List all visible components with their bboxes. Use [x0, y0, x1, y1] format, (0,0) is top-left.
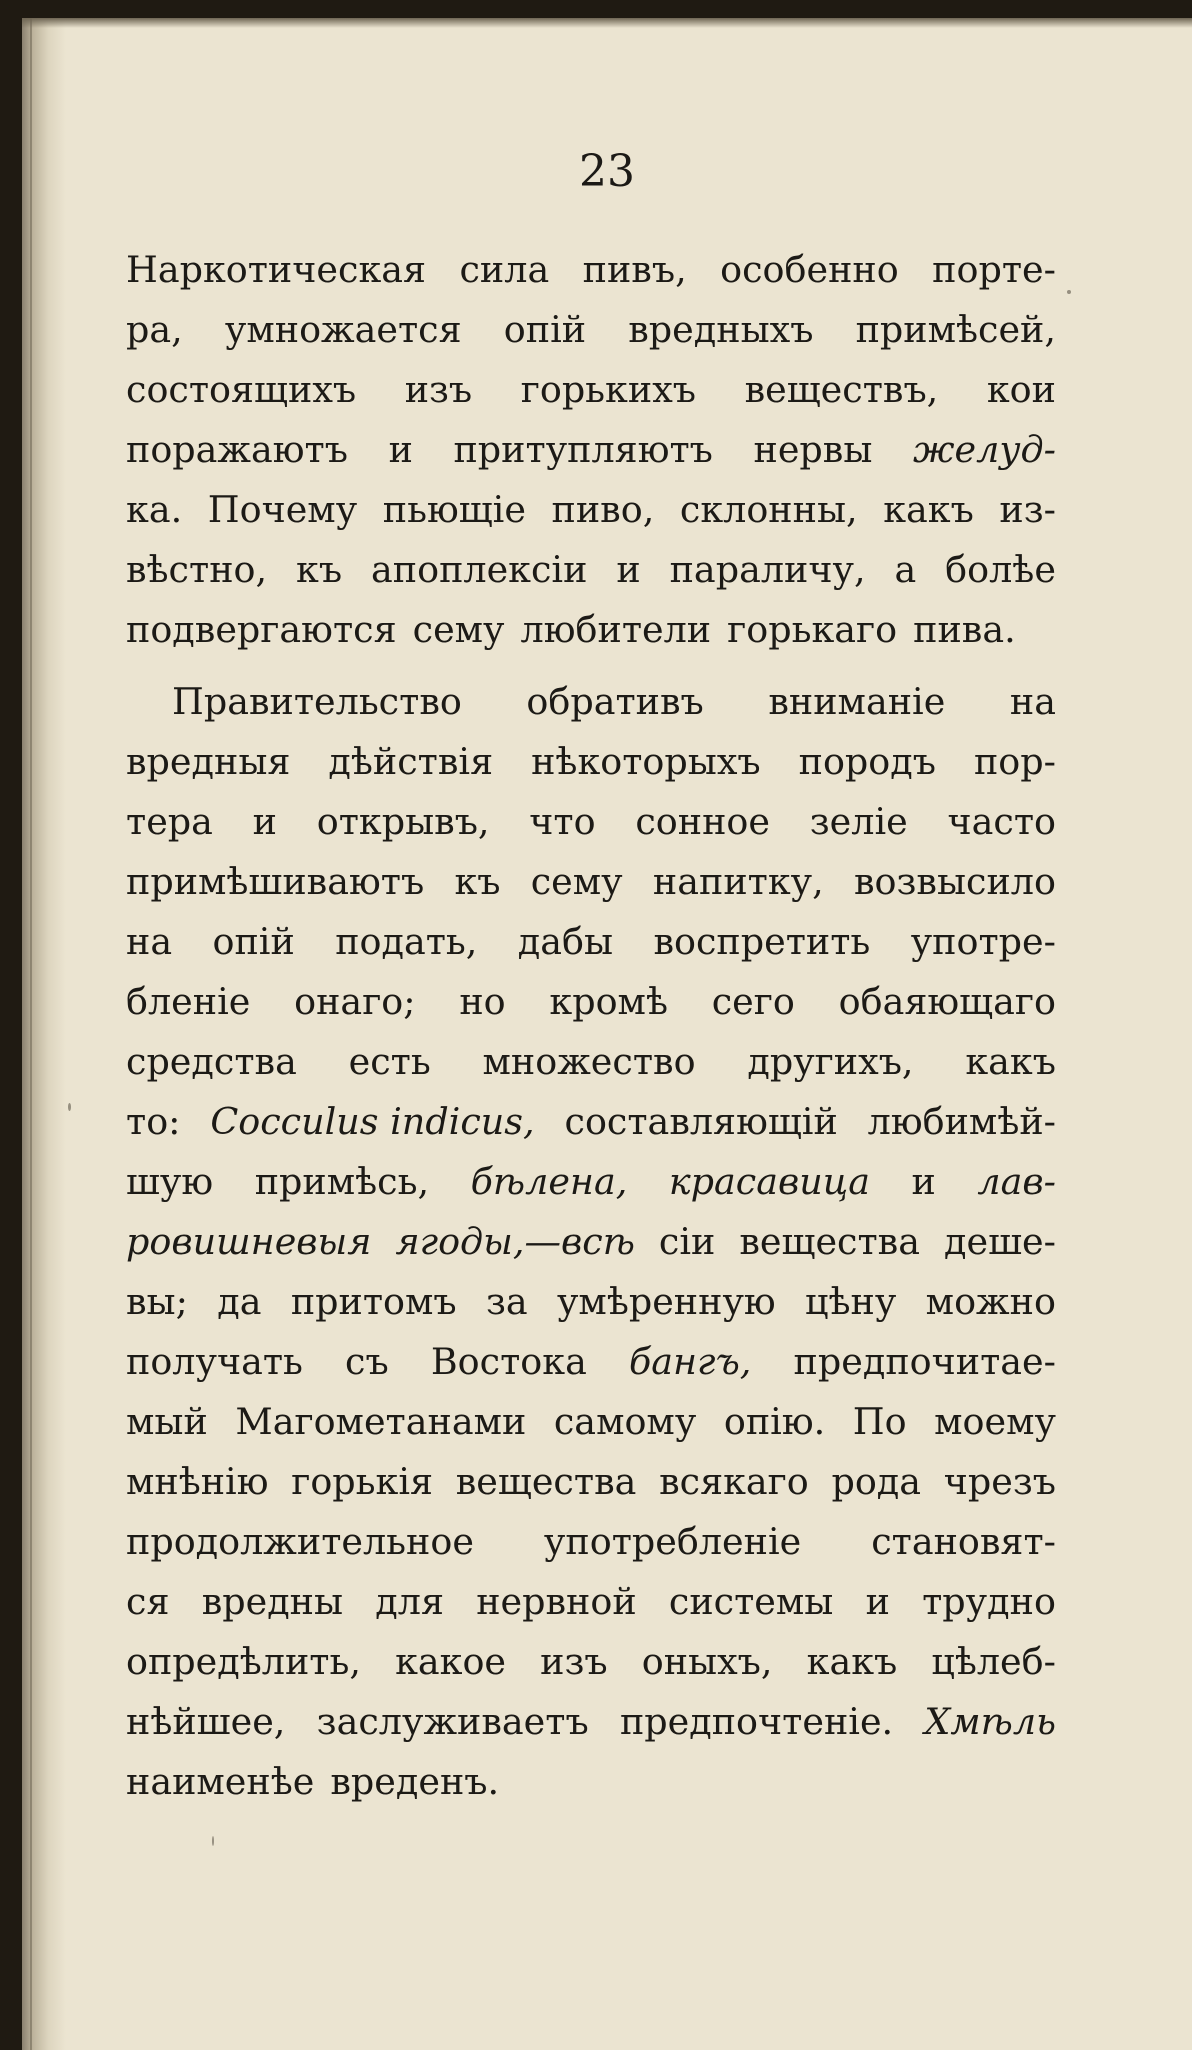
word: горькiя: [291, 1460, 434, 1503]
word: и: [388, 428, 413, 471]
word: пьющiе: [382, 488, 526, 531]
word: воспретить: [653, 920, 871, 963]
word: мый: [126, 1400, 208, 1443]
word: состоящихъ: [126, 368, 357, 411]
text-line: [126, 1692, 1056, 1752]
word: наименѣе: [126, 1760, 315, 1803]
top-edge-shadow: [22, 18, 1192, 28]
word: открывъ,: [316, 800, 490, 843]
word: цѣлеб-: [931, 1640, 1056, 1683]
word: трудно: [922, 1580, 1056, 1623]
word: а: [894, 548, 917, 591]
text-line: [126, 300, 1056, 360]
word: веществъ,: [744, 368, 939, 411]
word: горькаго: [727, 608, 898, 651]
word: умножается: [224, 308, 462, 351]
text-line: [126, 360, 1056, 420]
word: съ: [345, 1340, 389, 1383]
word: кои: [986, 368, 1056, 411]
paper-speck: [212, 1836, 214, 1846]
word: притупляютъ: [453, 428, 713, 471]
word: вещества: [455, 1460, 637, 1503]
word: къ: [296, 548, 343, 591]
body-text: [126, 240, 1056, 1812]
word: параличу,: [669, 548, 866, 591]
text-line: [126, 1452, 1056, 1512]
word: какое: [395, 1640, 507, 1683]
word: напитку,: [652, 860, 824, 903]
word: самому: [553, 1400, 697, 1443]
text-line: [126, 1152, 1056, 1212]
word: множество: [482, 1040, 696, 1083]
word: и: [865, 1580, 890, 1623]
word: для: [375, 1580, 444, 1623]
text-line: [126, 480, 1056, 540]
word: деше-: [944, 1220, 1056, 1263]
word: вредны: [201, 1580, 344, 1623]
word: шую: [126, 1160, 214, 1203]
text-line: [126, 240, 1056, 300]
text-line: [126, 672, 1056, 732]
word: всякаго: [659, 1460, 809, 1503]
word: болѣе: [945, 548, 1056, 591]
word: обративъ: [526, 680, 704, 723]
text-line: [126, 1392, 1056, 1452]
word: красавица: [668, 1160, 870, 1203]
word: Почему: [207, 488, 358, 531]
word: продолжительное: [126, 1520, 474, 1563]
word: умѣренную: [556, 1280, 776, 1323]
word: пива.: [913, 608, 1016, 651]
word: ка.: [126, 488, 183, 531]
word: горькихъ: [520, 368, 697, 411]
word: пор-: [973, 740, 1056, 783]
word: породъ: [798, 740, 936, 783]
word: зелiе: [809, 800, 908, 843]
word: опредѣлить,: [126, 1640, 361, 1683]
word: сонное: [635, 800, 770, 843]
word: часто: [947, 800, 1056, 843]
word: ягоды,—всѣ: [395, 1220, 635, 1263]
word: вниманiе: [768, 680, 946, 723]
text-line: [126, 540, 1056, 600]
text-line: [126, 1332, 1056, 1392]
word: за: [485, 1280, 528, 1323]
word: нервы: [753, 428, 873, 471]
word: то:: [126, 1100, 181, 1143]
word: есть: [348, 1040, 431, 1083]
word: бленiе: [126, 980, 251, 1023]
word: любители: [520, 608, 712, 651]
word: примѣсей,: [855, 308, 1056, 351]
word: къ: [454, 860, 501, 903]
text-line: [126, 912, 1056, 972]
word: вредныхъ: [628, 308, 814, 351]
word: Правительство: [172, 680, 462, 723]
word: апоплексiи: [371, 548, 588, 591]
word: сему: [412, 608, 505, 651]
text-line: [126, 1092, 1056, 1152]
word: вѣстно,: [126, 548, 268, 591]
book-page: [22, 18, 1192, 2050]
word: сила: [459, 248, 550, 291]
gutter-shadow: [22, 18, 66, 2050]
word: употре-: [910, 920, 1056, 963]
word: бангъ,: [628, 1340, 752, 1383]
word: но: [459, 980, 506, 1023]
word: получать: [126, 1340, 303, 1383]
word: вреденъ.: [330, 1760, 500, 1803]
word: из-: [999, 488, 1056, 531]
word: подать,: [335, 920, 478, 963]
text-line: [126, 600, 1056, 660]
paragraph-gap: [126, 660, 1056, 672]
paper-speck: [1067, 290, 1071, 294]
word: можно: [925, 1280, 1056, 1323]
text-line: [126, 1512, 1056, 1572]
word: какъ: [806, 1640, 898, 1683]
word: на: [126, 920, 173, 963]
word: Хмѣль: [924, 1700, 1056, 1743]
word: вы;: [126, 1280, 188, 1323]
word: и: [252, 800, 277, 843]
word: Cocculus indicus,: [210, 1100, 535, 1143]
word: бѣлена,: [470, 1160, 628, 1203]
text-line: [126, 1272, 1056, 1332]
word: опiй: [503, 308, 587, 351]
word: кромѣ: [549, 980, 668, 1023]
word: и: [616, 548, 641, 591]
word: составляющiй: [564, 1100, 838, 1143]
page-number: 23: [579, 146, 635, 197]
word: сiи: [658, 1220, 716, 1263]
word: пиво,: [551, 488, 655, 531]
word: склонны,: [679, 488, 858, 531]
binding-edge: [30, 18, 32, 2050]
text-line: [126, 1032, 1056, 1092]
word: лав-: [977, 1160, 1056, 1203]
word: примѣсь,: [254, 1160, 430, 1203]
word: дѣйствiя: [328, 740, 494, 783]
word: обаяющаго: [838, 980, 1056, 1023]
word: средства: [126, 1040, 297, 1083]
word: притомъ: [290, 1280, 457, 1323]
word: нервной: [476, 1580, 637, 1623]
word: ровишневыя: [126, 1220, 372, 1263]
word: вещества: [739, 1220, 920, 1263]
word: что: [529, 800, 596, 843]
word: изъ: [540, 1640, 608, 1683]
word: любимѣй-: [867, 1100, 1056, 1143]
word: рода: [831, 1460, 922, 1503]
text-line: [126, 732, 1056, 792]
word: изъ: [404, 368, 473, 411]
text-line: [126, 1752, 1056, 1812]
text-line: [126, 420, 1056, 480]
word: употребленiе: [543, 1520, 802, 1563]
word: моему: [934, 1400, 1056, 1443]
word: заслуживаетъ: [316, 1700, 589, 1743]
word: тера: [126, 800, 213, 843]
paper-speck: [68, 1103, 71, 1111]
word: оныхъ,: [641, 1640, 773, 1683]
word: желуд-: [913, 428, 1056, 471]
word: подвергаются: [126, 608, 397, 651]
word: предпочтенiе.: [619, 1700, 894, 1743]
text-line: [126, 972, 1056, 1032]
word: ся: [126, 1580, 170, 1623]
word: сего: [711, 980, 795, 1023]
word: возвысило: [853, 860, 1056, 903]
word: нѣйшее,: [126, 1700, 286, 1743]
word: на: [1009, 680, 1056, 723]
word: особенно: [720, 248, 899, 291]
text-line: [126, 1212, 1056, 1272]
word: вредныя: [126, 740, 291, 783]
word: какъ: [883, 488, 974, 531]
word: ра,: [126, 308, 183, 351]
text-line: [126, 1632, 1056, 1692]
word: пивъ,: [582, 248, 687, 291]
word: сему: [530, 860, 623, 903]
word: нѣкоторыхъ: [531, 740, 761, 783]
word: опiю.: [723, 1400, 826, 1443]
word: чрезъ: [943, 1460, 1056, 1503]
text-line: [126, 792, 1056, 852]
word: системы: [668, 1580, 834, 1623]
word: мнѣнiю: [126, 1460, 269, 1503]
text-line: [126, 852, 1056, 912]
word: да: [217, 1280, 262, 1323]
word: другихъ,: [747, 1040, 914, 1083]
text-line: [126, 1572, 1056, 1632]
word: порте-: [932, 248, 1056, 291]
word: примѣшиваютъ: [126, 860, 425, 903]
word: опiй: [212, 920, 295, 963]
word: Магометанами: [235, 1400, 527, 1443]
word: становят-: [871, 1520, 1056, 1563]
word: какъ: [965, 1040, 1056, 1083]
word: Востока: [430, 1340, 587, 1383]
word: предпочитае-: [793, 1340, 1056, 1383]
word: онаго;: [294, 980, 416, 1023]
word: Наркотическая: [126, 248, 427, 291]
word: цѣну: [805, 1280, 897, 1323]
word: и: [911, 1160, 936, 1203]
word: поражаютъ: [126, 428, 348, 471]
word: По: [852, 1400, 907, 1443]
word: дабы: [517, 920, 614, 963]
